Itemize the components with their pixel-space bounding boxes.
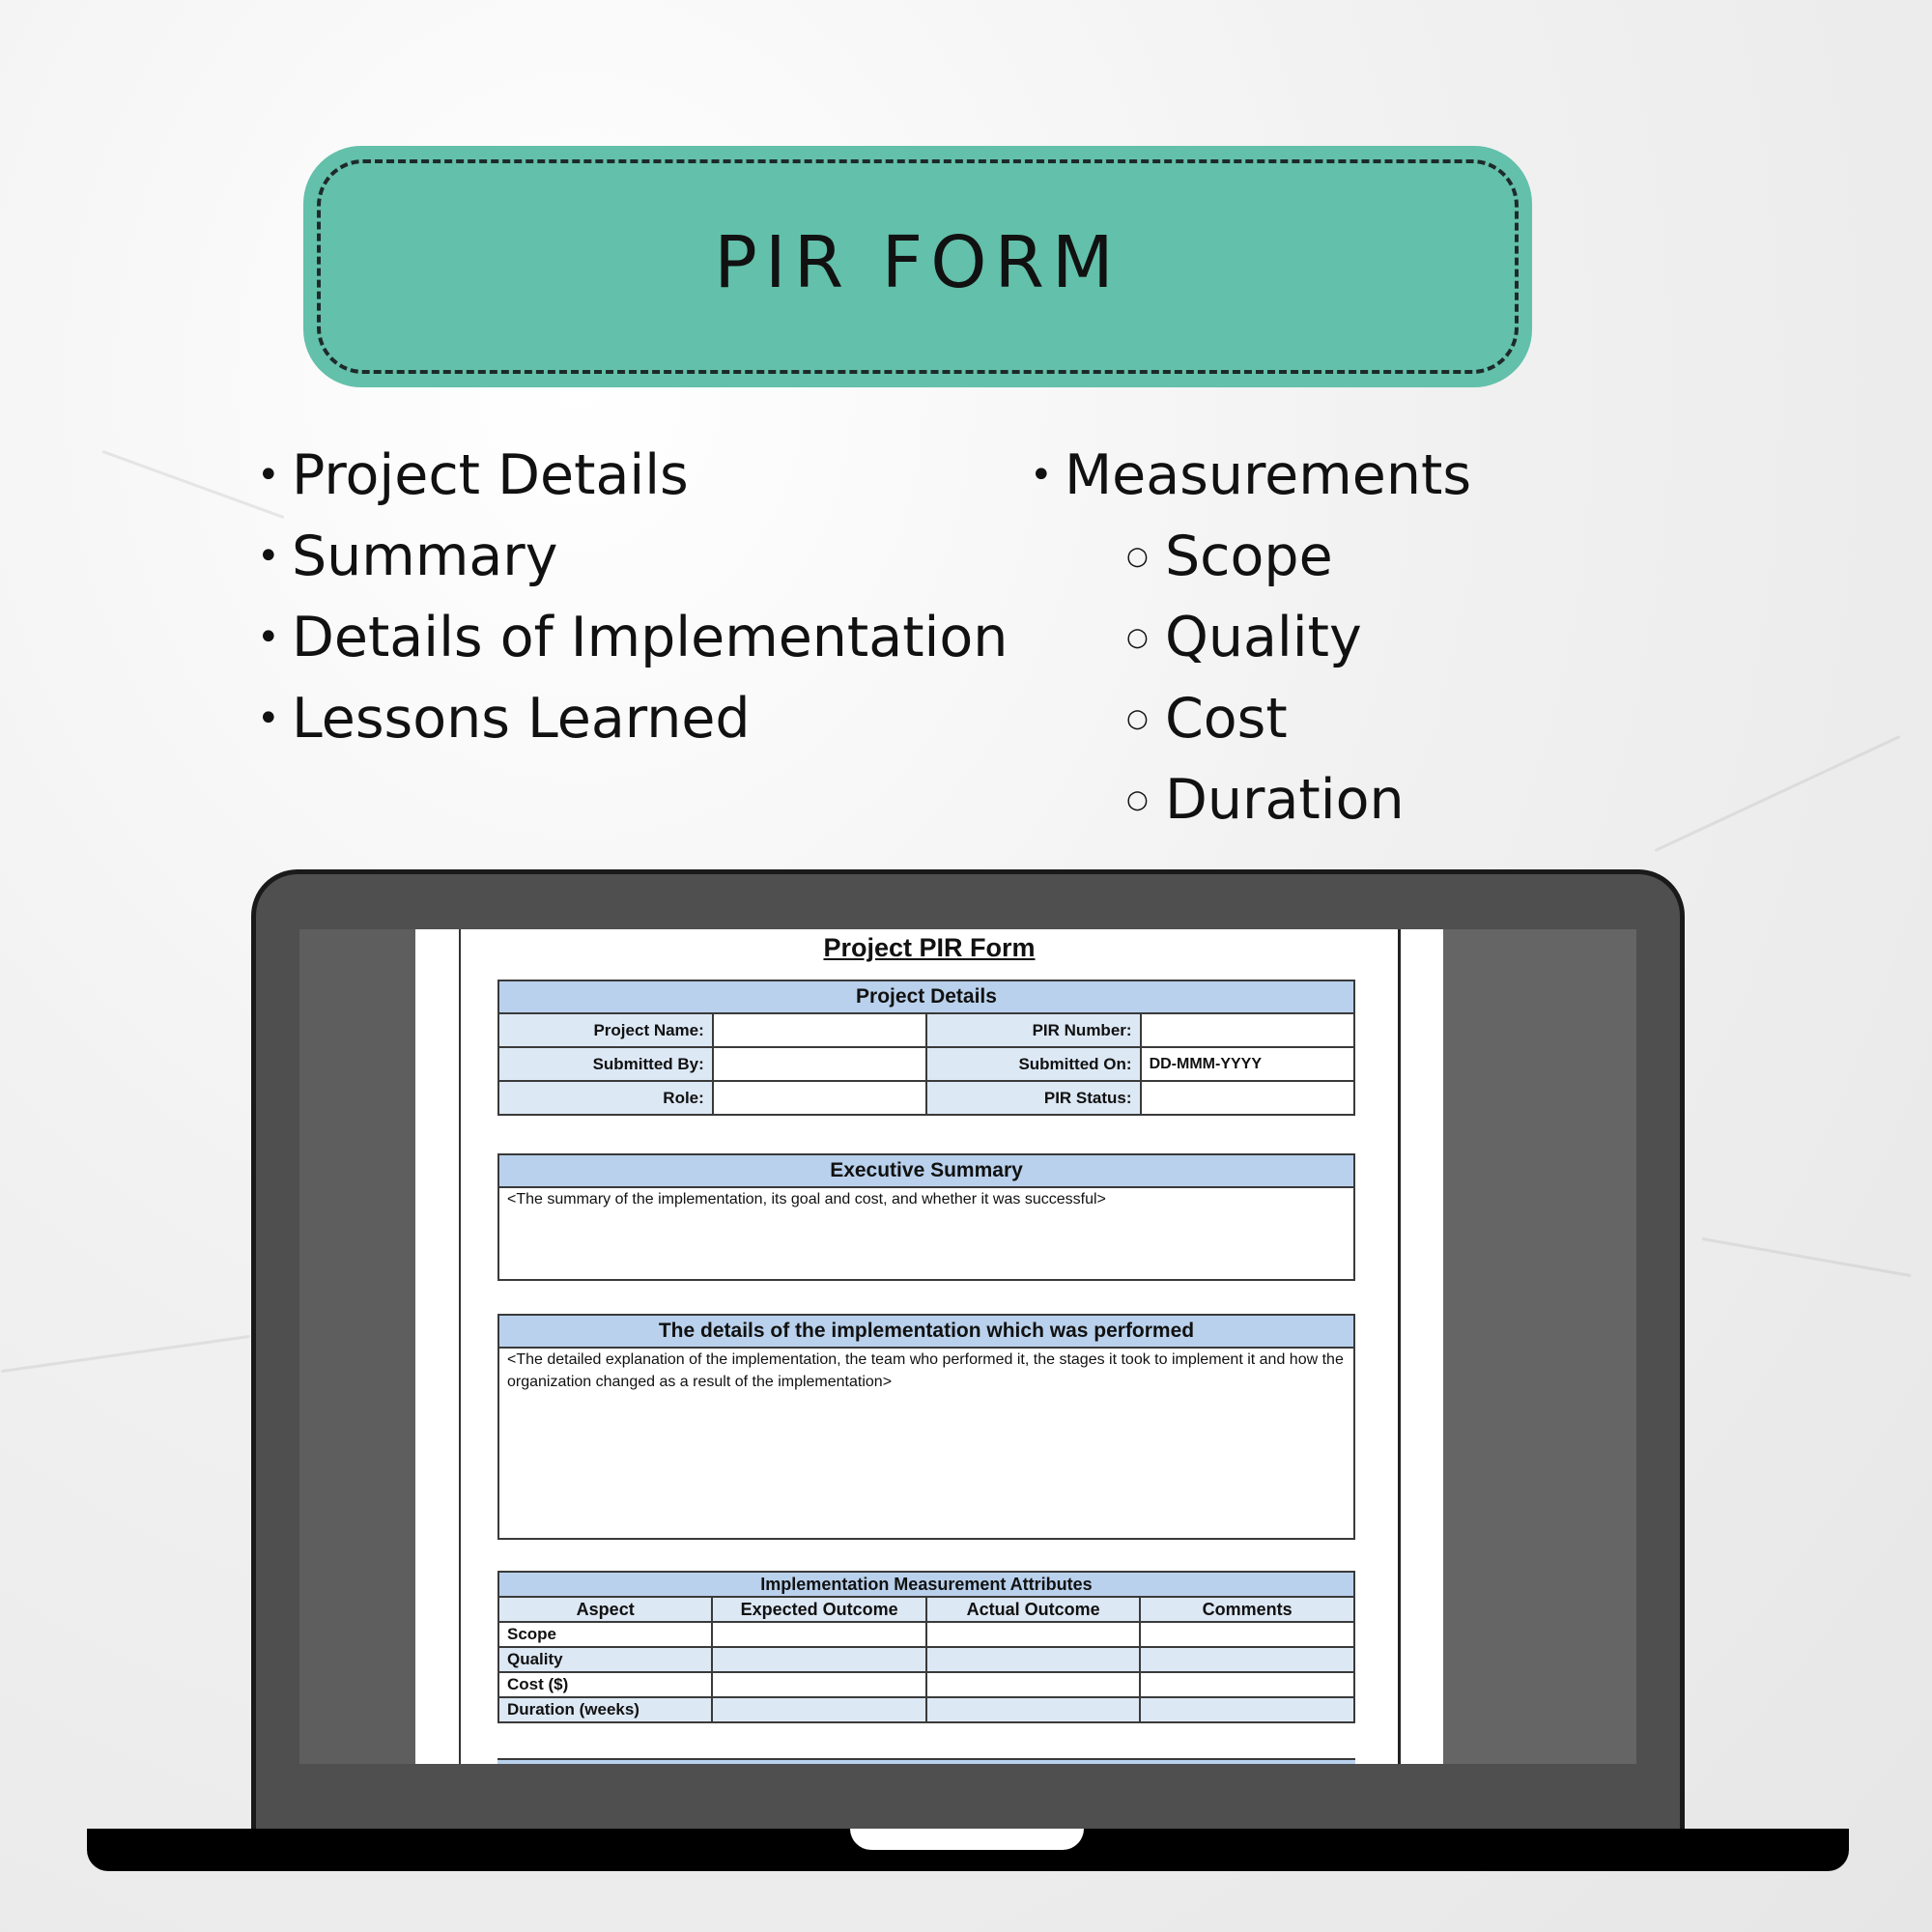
- executive-summary-table: [497, 1153, 1355, 1281]
- feature-item-measurements: • Measurements: [1030, 435, 1471, 516]
- field-label: PIR Status:: [926, 1081, 1141, 1115]
- aspect-cell: Duration (weeks): [498, 1697, 712, 1722]
- field-label: Submitted On:: [926, 1047, 1141, 1081]
- feature-item: • Project Details: [257, 435, 1008, 516]
- next-section-header-partial: [497, 1758, 1355, 1764]
- measurement-table: [497, 1571, 1355, 1723]
- implementation-details-text[interactable]: <The detailed explanation of the implementation, the team who performed it, the stages it took to implement it and how the organization changed as a result of the implementation>: [498, 1348, 1354, 1539]
- submitted-on-field[interactable]: DD-MMM-YYYY: [1141, 1047, 1354, 1081]
- table-row: [498, 1622, 1354, 1647]
- executive-summary-text[interactable]: <The summary of the implementation, its goal and cost, and whether it was successful>: [498, 1187, 1354, 1280]
- expected-outcome-cell[interactable]: [712, 1697, 925, 1722]
- marble-vein: [1701, 1237, 1911, 1277]
- executive-summary-header: Executive Summary: [498, 1154, 1354, 1187]
- feature-item: • Summary: [257, 516, 1008, 597]
- actual-outcome-cell[interactable]: [926, 1672, 1140, 1697]
- implementation-details-header: The details of the implementation which was performed: [498, 1315, 1354, 1348]
- actual-outcome-cell[interactable]: [926, 1622, 1140, 1647]
- title-banner: [303, 146, 1532, 387]
- column-header: Expected Outcome: [712, 1597, 925, 1622]
- page-margin-line: [1398, 929, 1401, 1764]
- aspect-cell: Quality: [498, 1647, 712, 1672]
- banner-title: PIR FORM: [714, 221, 1122, 304]
- laptop-notch: [850, 1829, 1084, 1850]
- laptop-screen: [299, 929, 1636, 1764]
- feature-subitem: ○ Scope: [1126, 516, 1471, 597]
- pir-status-field[interactable]: [1141, 1081, 1354, 1115]
- document-page: [415, 929, 1443, 1764]
- actual-outcome-cell[interactable]: [926, 1647, 1140, 1672]
- project-details-table: [497, 980, 1355, 1116]
- comments-cell[interactable]: [1140, 1672, 1354, 1697]
- measurements-sublist: [1030, 516, 1471, 840]
- comments-cell[interactable]: [1140, 1697, 1354, 1722]
- feature-subitem: ○ Cost: [1126, 678, 1471, 759]
- aspect-cell: Cost ($): [498, 1672, 712, 1697]
- field-label: Role:: [498, 1081, 713, 1115]
- column-header: Actual Outcome: [926, 1597, 1140, 1622]
- feature-subitem: ○ Quality: [1126, 597, 1471, 678]
- table-row: [498, 1647, 1354, 1672]
- pir-number-field[interactable]: [1141, 1013, 1354, 1047]
- page-margin-line: [459, 929, 461, 1764]
- feature-list-right: [1030, 435, 1471, 840]
- comments-cell[interactable]: [1140, 1647, 1354, 1672]
- aspect-cell: Scope: [498, 1622, 712, 1647]
- marble-vein: [1654, 735, 1900, 852]
- expected-outcome-cell[interactable]: [712, 1622, 925, 1647]
- role-field[interactable]: [713, 1081, 926, 1115]
- screen-gutter: [299, 929, 415, 1764]
- submitted-by-field[interactable]: [713, 1047, 926, 1081]
- comments-cell[interactable]: [1140, 1622, 1354, 1647]
- feature-list-left: [257, 435, 1008, 759]
- project-details-header: Project Details: [498, 980, 1354, 1013]
- document-title: Project PIR Form: [823, 933, 1036, 962]
- field-label: PIR Number:: [926, 1013, 1141, 1047]
- expected-outcome-cell[interactable]: [712, 1647, 925, 1672]
- field-label: Submitted By:: [498, 1047, 713, 1081]
- project-name-field[interactable]: [713, 1013, 926, 1047]
- marble-vein: [1, 1335, 250, 1373]
- table-row: [498, 1672, 1354, 1697]
- column-header: Aspect: [498, 1597, 712, 1622]
- feature-item: • Lessons Learned: [257, 678, 1008, 759]
- feature-item: • Details of Implementation: [257, 597, 1008, 678]
- measurement-header: Implementation Measurement Attributes: [498, 1572, 1354, 1597]
- implementation-details-table: [497, 1314, 1355, 1540]
- feature-subitem: ○ Duration: [1126, 759, 1471, 840]
- table-row: [498, 1697, 1354, 1722]
- expected-outcome-cell[interactable]: [712, 1672, 925, 1697]
- actual-outcome-cell[interactable]: [926, 1697, 1140, 1722]
- column-header: Comments: [1140, 1597, 1354, 1622]
- field-label: Project Name:: [498, 1013, 713, 1047]
